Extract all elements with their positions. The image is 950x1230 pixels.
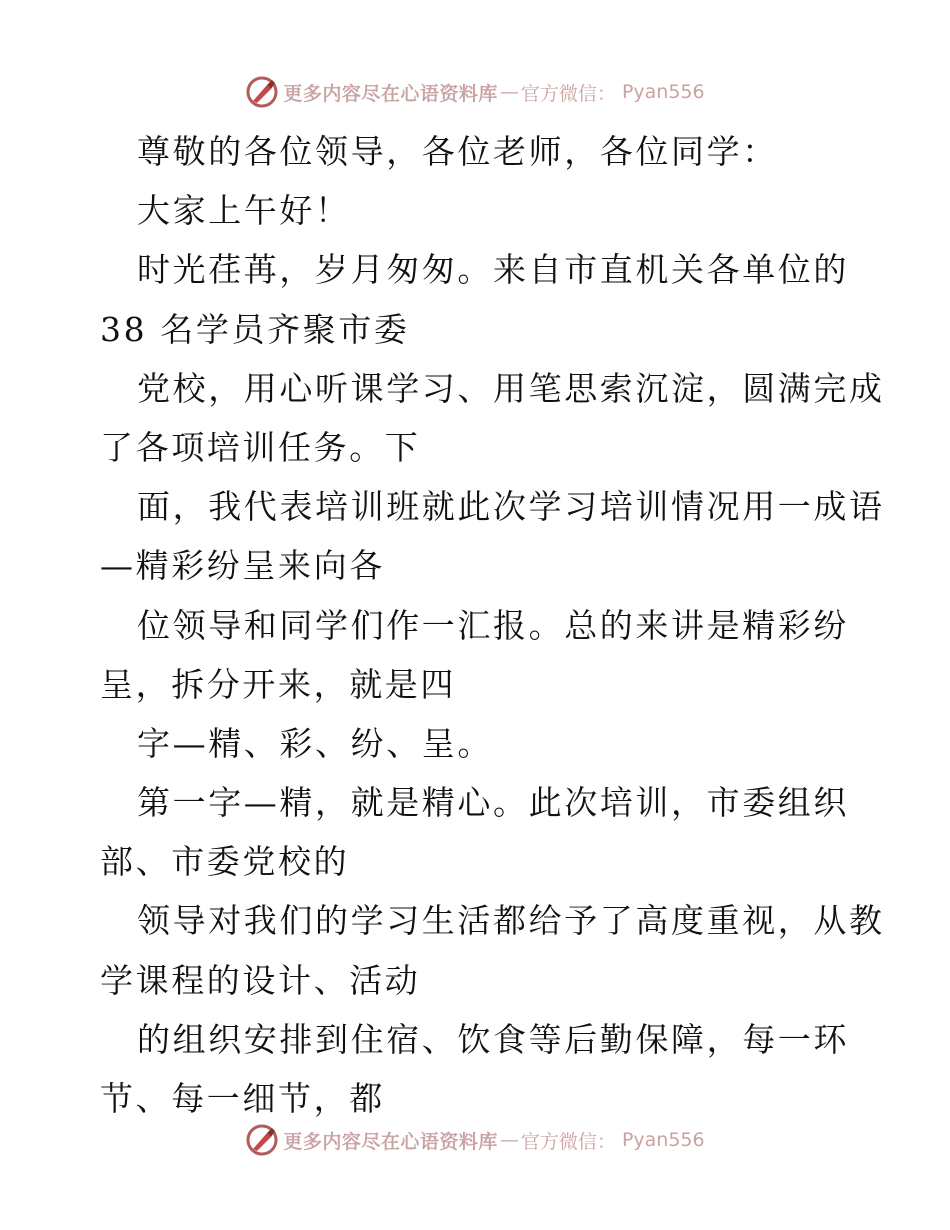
text-line: 呈，拆分开来，就是四: [100, 664, 456, 704]
pen-logo-icon: [245, 75, 279, 109]
watermark-dash: —: [499, 81, 519, 103]
watermark-official-label: 官方微信：: [520, 1130, 616, 1153]
text-line: 学课程的设计、活动: [100, 960, 421, 1000]
text-line: 的组织安排到住宿、饮食等后勤保障，每一环: [137, 1019, 849, 1059]
watermark-brand: 更多内容尽在心语资料库: [283, 82, 498, 105]
watermark-dash: —: [499, 1129, 519, 1151]
watermark-brand: 更多内容尽在心语资料库: [283, 1130, 498, 1153]
watermark-official-label: 官方微信：: [520, 82, 616, 105]
header-watermark: [0, 72, 950, 112]
text-line: 党校，用心听课学习、用笔思索沉淀，圆满完成: [137, 368, 885, 408]
text-line: 第一字—精，就是精心。此次培训，市委组织: [137, 783, 849, 823]
watermark-account: Pyan556: [621, 81, 705, 103]
text-line: 节、每一细节，都: [100, 1079, 385, 1118]
text-line: 位领导和同学们作一汇报。总的来讲是精彩纷: [137, 605, 849, 645]
text-line: 面，我代表培训班就此次学习培训情况用一成语: [137, 487, 885, 527]
text-line: 尊敬的各位领导，各位老师，各位同学：: [137, 132, 778, 171]
pen-logo-icon: [245, 1123, 279, 1157]
document-body: [100, 122, 885, 1128]
watermark-account: Pyan556: [621, 1129, 705, 1151]
text-line: 了各项培训任务。下: [100, 427, 421, 467]
text-line: 字—精、彩、纷、呈。: [137, 723, 493, 763]
text-line: 时光荏苒，岁月匆匆。来自市直机关各单位的: [137, 250, 849, 290]
text-line: 38 名学员齐聚市委: [100, 309, 410, 349]
text-line: —精彩纷呈来向各: [100, 546, 385, 586]
footer-watermark: [0, 1120, 950, 1160]
text-line: 部、市委党校的: [100, 842, 350, 882]
text-line: 领导对我们的学习生活都给予了高度重视，从教: [137, 901, 885, 941]
text-line: 大家上午好！: [137, 191, 351, 231]
